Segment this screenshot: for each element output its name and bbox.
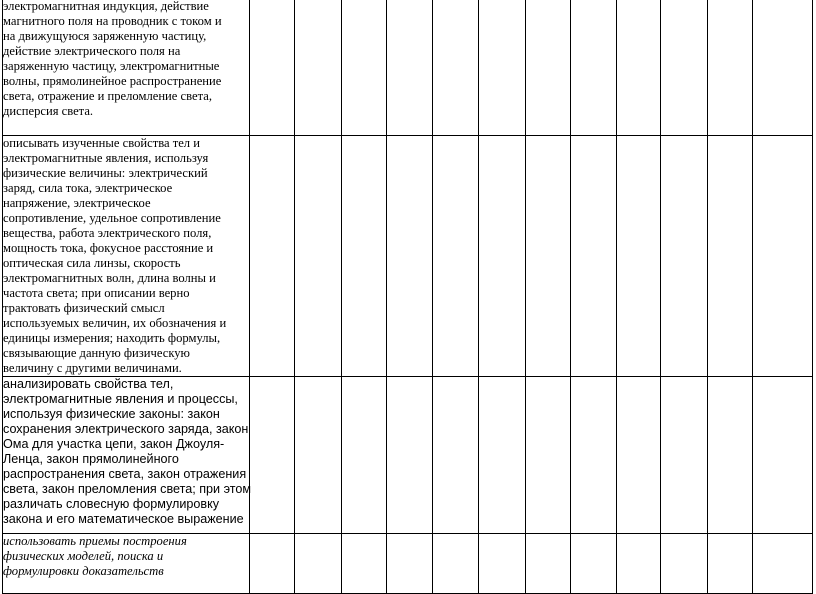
empty-cell bbox=[342, 136, 387, 377]
empty-cell bbox=[387, 534, 433, 594]
text-line: магнитного поля на проводник с током и bbox=[3, 14, 222, 28]
empty-cell bbox=[661, 377, 708, 534]
empty-cell bbox=[661, 0, 708, 136]
empty-cell bbox=[708, 0, 753, 136]
text-line: на движущуюся заряженную частицу, bbox=[3, 29, 207, 43]
empty-cell bbox=[433, 377, 479, 534]
empty-cell bbox=[433, 0, 479, 136]
empty-cell bbox=[342, 377, 387, 534]
empty-cell bbox=[753, 534, 813, 594]
text-line: связывающие данную физическую bbox=[3, 346, 190, 360]
row-3-description bbox=[3, 377, 250, 534]
empty-cell bbox=[479, 0, 526, 136]
empty-cell bbox=[526, 377, 571, 534]
text-line: заряд, сила тока, электрическое bbox=[3, 181, 173, 195]
empty-cell bbox=[661, 136, 708, 377]
empty-cell bbox=[526, 534, 571, 594]
text-line: заряженную частицу, электромагнитные bbox=[3, 59, 220, 73]
empty-cell bbox=[342, 534, 387, 594]
empty-cell bbox=[250, 534, 295, 594]
empty-cell bbox=[617, 0, 661, 136]
empty-cell bbox=[387, 136, 433, 377]
text-line: физические величины: электрический bbox=[3, 166, 208, 180]
empty-cell bbox=[617, 534, 661, 594]
text-line: вещества, работа электрического поля, bbox=[3, 226, 212, 240]
empty-cell bbox=[387, 377, 433, 534]
empty-cell bbox=[526, 136, 571, 377]
empty-cell bbox=[753, 136, 813, 377]
empty-cell bbox=[433, 136, 479, 377]
text-line: оптическая сила линзы, скорость bbox=[3, 256, 181, 270]
assessment-table bbox=[2, 0, 813, 594]
empty-cell bbox=[708, 534, 753, 594]
text-line: мощность тока, фокусное расстояние и bbox=[3, 241, 214, 255]
text-line: электромагнитные явления, используя bbox=[3, 151, 209, 165]
text-line: электромагнитные явления и процессы, bbox=[3, 392, 238, 406]
text-line: используя физические законы: закон bbox=[3, 407, 220, 421]
text-line: описывать изученные свойства тел и bbox=[3, 136, 200, 150]
empty-cell bbox=[250, 136, 295, 377]
text-line: Ома для участка цепи, закон Джоуля- bbox=[3, 437, 225, 451]
empty-cell bbox=[479, 534, 526, 594]
empty-cell bbox=[295, 377, 342, 534]
text-line: напряжение, электрическое bbox=[3, 196, 151, 210]
empty-cell bbox=[708, 136, 753, 377]
text-line: света, отражение и преломление света, bbox=[3, 89, 212, 103]
text-line: закона и его математическое выражение bbox=[3, 512, 244, 526]
empty-cell bbox=[753, 0, 813, 136]
text-line: используемых величин, их обозначения и bbox=[3, 316, 227, 330]
table-row bbox=[3, 377, 813, 534]
text-line: волны, прямолинейное распространение bbox=[3, 74, 222, 88]
text-line: распространения света, закон отражения bbox=[3, 467, 247, 481]
empty-cell bbox=[387, 0, 433, 136]
empty-cell bbox=[661, 534, 708, 594]
empty-cell bbox=[295, 0, 342, 136]
row-4-description bbox=[3, 534, 250, 594]
text-line: использовать приемы построения bbox=[3, 534, 187, 548]
text-line: света, закон преломления света; при этом bbox=[3, 482, 252, 496]
text-line: частота света; при описании верно bbox=[3, 286, 190, 300]
text-line: электромагнитных волн, длина волны и bbox=[3, 271, 216, 285]
text-line: формулировки доказательств bbox=[3, 564, 164, 578]
text-line: сохранения электрического заряда, закон bbox=[3, 422, 249, 436]
table-row bbox=[3, 534, 813, 594]
empty-cell bbox=[250, 0, 295, 136]
empty-cell bbox=[479, 136, 526, 377]
table-row bbox=[3, 0, 813, 136]
empty-cell bbox=[617, 136, 661, 377]
text-line: величину с другими величинами. bbox=[3, 361, 182, 375]
row-1-description bbox=[3, 0, 250, 136]
empty-cell bbox=[250, 377, 295, 534]
empty-cell bbox=[295, 534, 342, 594]
empty-cell bbox=[571, 136, 617, 377]
text-line: трактовать физический смысл bbox=[3, 301, 165, 315]
text-line: действие электрического поля на bbox=[3, 44, 181, 58]
empty-cell bbox=[571, 377, 617, 534]
row-2-description bbox=[3, 136, 250, 377]
text-line: единицы измерения; находить формулы, bbox=[3, 331, 221, 345]
text-line: физических моделей, поиска и bbox=[3, 549, 164, 563]
empty-cell bbox=[571, 534, 617, 594]
empty-cell bbox=[753, 377, 813, 534]
empty-cell bbox=[479, 377, 526, 534]
text-line: анализировать свойства тел, bbox=[3, 377, 174, 391]
text-line: дисперсия света. bbox=[3, 104, 94, 118]
empty-cell bbox=[617, 377, 661, 534]
text-line: электромагнитная индукция, действие bbox=[3, 0, 209, 13]
empty-cell bbox=[526, 0, 571, 136]
empty-cell bbox=[708, 377, 753, 534]
empty-cell bbox=[342, 0, 387, 136]
text-line: различать словесную формулировку bbox=[3, 497, 220, 511]
text-line: Ленца, закон прямолинейного bbox=[3, 452, 179, 466]
empty-cell bbox=[295, 136, 342, 377]
empty-cell bbox=[433, 534, 479, 594]
empty-cell bbox=[571, 0, 617, 136]
text-line: сопротивление, удельное сопротивление bbox=[3, 211, 221, 225]
table-row bbox=[3, 136, 813, 377]
